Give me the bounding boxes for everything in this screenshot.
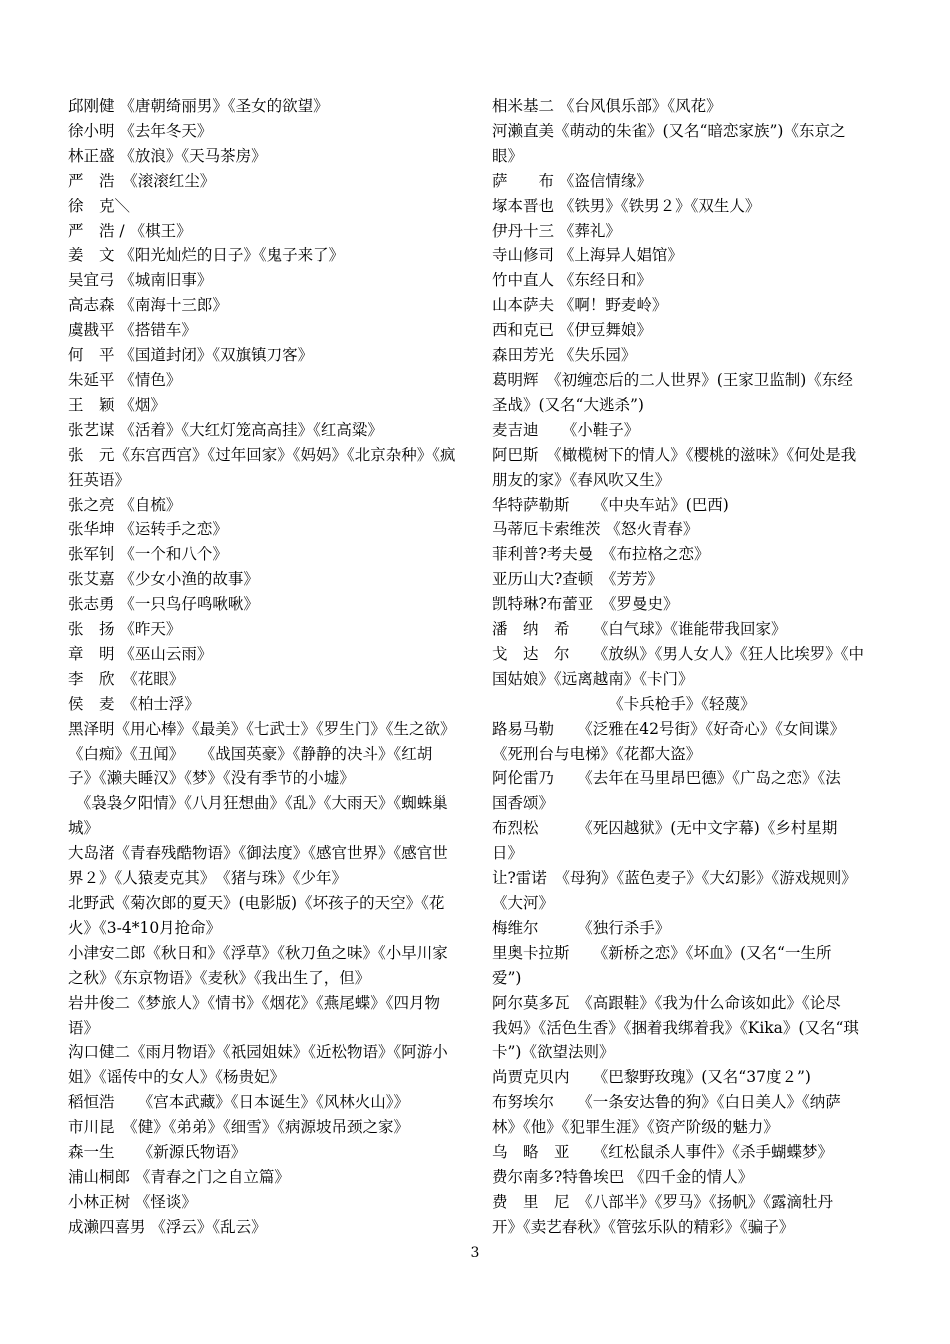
text-line: 林》《他》《犯罪生涯》《资产阶级的魅力》 xyxy=(492,1118,779,1137)
text-line: 城》 xyxy=(68,819,100,838)
left-column xyxy=(68,94,468,1240)
text-line: 张艺谋 《活着》《大红灯笼高高挂》《红高粱》 xyxy=(68,420,383,439)
text-line: 圣战》(又名“大逃杀”) xyxy=(492,395,644,414)
text-line: 布努埃尔 《一条安达鲁的狗》《白日美人》《纳萨 xyxy=(492,1093,841,1112)
page-number: 3 xyxy=(470,1245,480,1261)
text-line: 张 扬 《昨天》 xyxy=(68,620,182,639)
text-line: 日》 xyxy=(492,844,524,863)
text-line: 张之亮 《自梳》 xyxy=(68,495,182,514)
text-line: 《袅袅夕阳情》《八月狂想曲》《乱》《大雨天》《蜘蛛巢 xyxy=(68,794,448,813)
text-line: 姜 文 《阳光灿烂的日子》《鬼子来了》 xyxy=(68,246,345,265)
text-line: 乌 略 亚 《红松鼠杀人事件》《杀手蝴蝶梦》 xyxy=(492,1143,834,1162)
text-line: 朱延平 《情色》 xyxy=(68,370,182,389)
text-line: 尚贾克贝内 《巴黎野玫瑰》(又名“37度２”) xyxy=(492,1068,811,1087)
text-line: 《卡兵枪手》《轻蔑》 xyxy=(492,694,756,713)
text-line: 麦吉迪 《小鞋子》 xyxy=(492,420,640,439)
text-line: 亚历山大?查顿 《芳芳》 xyxy=(492,570,664,589)
text-line: 之秋》《东京物语》《麦秋》《我出生了，但》 xyxy=(68,968,371,987)
text-line: 里奥卡拉斯 《新桥之恋》《坏血》(又名“一生所 xyxy=(492,943,832,962)
text-line: 阿尔莫多瓦 《高跟鞋》《我为什么命该如此》《论尽 xyxy=(492,993,841,1012)
text-line: 岩井俊二《梦旅人》《情书》《烟花》《燕尾蝶》《四月物 xyxy=(68,993,441,1012)
text-line: 李 欣 《花眼》 xyxy=(68,669,185,688)
text-line: 大岛渚《青春残酷物语》《御法度》《感官世界》《感官世 xyxy=(68,844,448,863)
text-line: 界２》《人猿麦克其》 《猪与珠》《少年》 xyxy=(68,869,348,888)
text-line: 张志勇 《一只鸟仔鸣啾啾》 xyxy=(68,595,259,614)
text-line: 《白痴》《丑闻》 《战国英豪》《静静的决斗》《红胡 xyxy=(68,744,433,763)
text-line: 林正盛 《放浪》《天马茶房》 xyxy=(68,146,267,165)
text-line: 阿伦雷乃 《去年在马里昂巴德》《广岛之恋》《法 xyxy=(492,769,841,788)
text-line: 戈 达 尔 《放纵》《男人女人》《狂人比埃罗》《中 xyxy=(492,644,865,663)
text-line: 布烈松 《死囚越狱》(无中文字幕)《乡村星期 xyxy=(492,819,838,838)
text-line: 侯 麦 《柏士浮》 xyxy=(68,694,200,713)
text-line: 费 里 尼 《八部半》《罗马》《扬帆》《露滴牡丹 xyxy=(492,1192,834,1211)
text-line: 成濑四喜男 《浮云》《乱云》 xyxy=(68,1217,267,1236)
text-line: 爱”) xyxy=(492,968,522,987)
right-column xyxy=(492,94,892,1240)
text-line: 张军钊 《一个和八个》 xyxy=(68,545,228,564)
text-line: 沟口健二《雨月物语》《祇园姐妹》《近松物语》《阿游小 xyxy=(68,1043,448,1062)
text-line: 国姑娘》《远离越南》《卡门》 xyxy=(492,669,694,688)
text-line: 吴宜弓 《城南旧事》 xyxy=(68,271,213,290)
text-line: 马蒂厄卡索维茨 《怒火青春》 xyxy=(492,520,699,539)
text-line: 伊丹十三 《葬礼》 xyxy=(492,221,621,240)
text-line: 小林正树 《怪谈》 xyxy=(68,1192,197,1211)
text-line: 狂英语》 xyxy=(68,470,131,489)
text-line: 潘 纳 希 《白气球》《谁能带我回家》 xyxy=(492,620,787,639)
text-line: 何 平 《国道封闭》《双旗镇刀客》 xyxy=(68,346,314,365)
text-line: 森一生 《新源氏物语》 xyxy=(68,1143,247,1162)
text-line: 章 明 《巫山云雨》 xyxy=(68,644,213,663)
text-line: 徐 克＼ xyxy=(68,196,131,215)
text-line: 姐》《谣传中的女人》《杨贵妃》 xyxy=(68,1068,286,1087)
text-line: 语》 xyxy=(68,1018,100,1037)
text-line: 葛明辉 《初缠恋后的二人世界》(王家卫监制)《东经 xyxy=(492,370,853,389)
text-line: 国香颂》 xyxy=(492,794,555,813)
text-line: 高志森 《南海十三郎》 xyxy=(68,296,228,315)
text-line: 黑泽明《用心棒》《最美》《七武士》《罗生门》《生之欲》 xyxy=(68,719,456,738)
text-line: 王 颖 《烟》 xyxy=(68,395,166,414)
text-line: 塚本晋也 《铁男》《铁男２》《双生人》 xyxy=(492,196,761,215)
text-line: 市川昆 《健》《弟弟》《细雪》《病源坡吊颈之家》 xyxy=(68,1118,410,1137)
text-line: 小津安二郎《秋日和》《浮草》《秋刀鱼之味》《小早川家 xyxy=(68,943,448,962)
text-line: 阿巴斯 《橄榄树下的情人》《樱桃的滋味》《何处是我 xyxy=(492,445,857,464)
text-line: 严 浩 《滚滚红尘》 xyxy=(68,171,216,190)
text-line: 火》《3-4*10月抢命》 xyxy=(68,918,222,937)
text-line: 张华坤 《运转手之恋》 xyxy=(68,520,228,539)
text-line: 河濑直美《萌动的朱雀》(又名“暗恋家族”)《东京之 xyxy=(492,121,846,140)
text-line: 张艾嘉 《少女小渔的故事》 xyxy=(68,570,259,589)
text-line: 凯特琳?布蕾亚 《罗曼史》 xyxy=(492,595,679,614)
text-line: 路易马勒 《泛雅在42号街》《好奇心》《女间谍》 xyxy=(492,719,845,738)
text-line: 梅维尔 《独行杀手》 xyxy=(492,918,671,937)
text-line: 浦山桐郎 《青春之门之自立篇》 xyxy=(68,1167,290,1186)
text-line: 北野武《菊次郎的夏天》(电影版)《坏孩子的天空》《花 xyxy=(68,894,445,912)
text-line: 让?雷诺 《母狗》《蓝色麦子》《大幻影》《游戏规则》 xyxy=(492,869,857,888)
text-line: 寺山修司 《上海异人娼馆》 xyxy=(492,246,683,265)
text-line: 竹中直人 《东经日和》 xyxy=(492,271,652,290)
text-line: 华特萨勒斯 《中央车站》(巴西) xyxy=(492,495,729,514)
text-line: 萨 布 《盗信情缘》 xyxy=(492,171,652,190)
text-line: 开》《卖艺春秋》《管弦乐队的精彩》《骗子》 xyxy=(492,1217,795,1236)
text-line: 相米基二 《台风俱乐部》《风花》 xyxy=(492,97,722,115)
text-line: 卡”)《欲望法则》 xyxy=(492,1043,615,1062)
text-line: 邱刚健 《唐朝绮丽男》《圣女的欲望》 xyxy=(68,97,329,115)
text-line: 严 浩 / 《棋王》 xyxy=(68,221,192,240)
text-line: 山本萨夫 《啊！野麦岭》 xyxy=(492,296,668,315)
text-line: 徐小明 《去年冬天》 xyxy=(68,121,213,140)
text-line: 虞戡平 《搭错车》 xyxy=(68,321,197,340)
text-line: 菲利普?考夫曼 《布拉格之恋》 xyxy=(492,545,710,564)
text-line: 眼》 xyxy=(492,146,524,165)
text-line: 子》《濑夫睡汉》《梦》《没有季节的小墟》 xyxy=(68,769,355,788)
text-line: 稻恒浩 《宫本武藏》《日本诞生》《风林火山》》 xyxy=(68,1093,410,1112)
text-line: 朋友的家》《春风吹又生》 xyxy=(492,470,671,489)
text-line: 我妈》《活色生香》《捆着我绑着我》《Kika》(又名“琪 xyxy=(492,1018,859,1037)
text-line: 费尔南多?特鲁埃巴 《四千金的情人》 xyxy=(492,1167,754,1186)
text-line: 《死刑台与电梯》《花都大盗》 xyxy=(492,744,702,763)
text-line: 西和克已 《伊豆舞娘》 xyxy=(492,321,652,340)
text-line: 《大河》 xyxy=(492,894,555,912)
text-line: 张 元《东宫西宫》《过年回家》《妈妈》《北京杂种》《疯 xyxy=(68,445,456,464)
text-line: 森田芳光 《失乐园》 xyxy=(492,346,637,365)
